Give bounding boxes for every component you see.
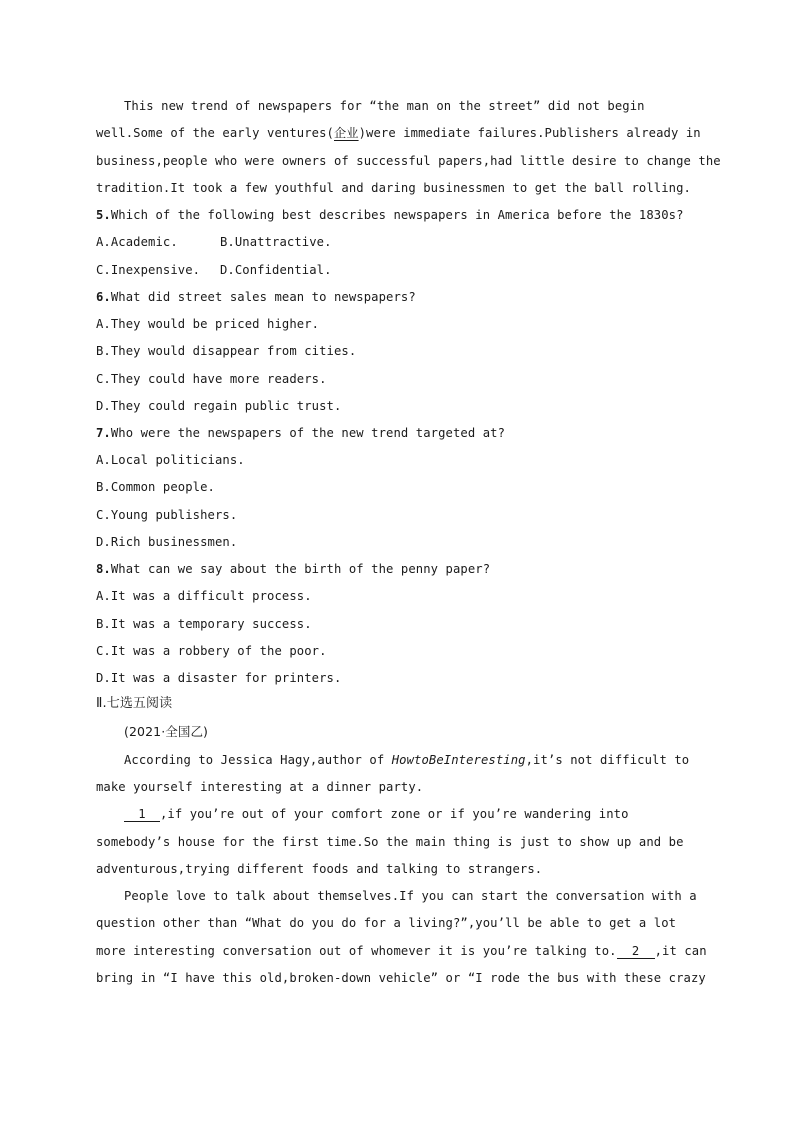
s2-p2-line-1	[124, 806, 629, 822]
passage-line-2-a: well.Some of the early ventures(	[96, 126, 334, 140]
q5-option-b: B.Unattractive.	[220, 235, 332, 249]
q6-option-d: D.They could regain public trust.	[96, 399, 342, 413]
q6-option-c: C.They could have more readers.	[96, 372, 327, 386]
question-6-text: What did street sales mean to newspapers?	[110, 290, 416, 304]
q8-option-a: A.It was a difficult process.	[96, 589, 312, 603]
question-8-stem	[96, 561, 490, 577]
q5-option-d: D.Confidential.	[220, 263, 332, 277]
s2-p1-text-a: According to Jessica Hagy,author of	[124, 753, 392, 767]
passage-line-3: business,people who were owners of successful papers,had little desire to change the	[96, 154, 721, 168]
s2-p3-line-1: People love to talk about themselves.If you can start the conversation with a	[124, 889, 697, 903]
section-heading: Ⅱ.七选五阅读	[96, 696, 173, 711]
q7-option-a: A.Local politicians.	[96, 453, 245, 467]
q7-option-c: C.Young publishers.	[96, 508, 238, 522]
s2-p1-line-1	[124, 752, 689, 768]
q8-option-d: D.It was a disaster for printers.	[96, 671, 342, 685]
book-title: HowtoBeInteresting	[391, 753, 526, 767]
passage-line-4: tradition.It took a few youthful and daring businessmen to get the ball rolling.	[96, 181, 691, 195]
blank-1[interactable]: 1	[124, 807, 160, 822]
s2-p3-line-3	[96, 943, 707, 959]
question-7-stem	[96, 425, 505, 441]
blank-2[interactable]: 2	[617, 944, 655, 959]
gloss-note: 企业	[334, 126, 359, 140]
source-note: (2021·全国乙)	[124, 724, 209, 739]
q8-option-b: B.It was a temporary success.	[96, 617, 312, 631]
question-6-stem	[96, 289, 416, 305]
question-7-text: Who were the newspapers of the new trend targeted at?	[110, 426, 506, 440]
s2-p2-line-3: adventurous,trying different foods and talking to strangers.	[96, 862, 543, 876]
passage-line-2-b: )were immediate failures.Publishers already in	[358, 126, 701, 140]
s2-p3-line-4: bring in “I have this old,broken-down vehicle” or “I rode the bus with these crazy	[96, 971, 706, 985]
s2-p3-text-d: ,it can	[654, 944, 707, 958]
question-5-text: Which of the following best describes newspapers in America before the 1830s?	[110, 208, 684, 222]
s2-p3-line-2: question other than “What do you do for a living?”,you’ll be able to get a lot	[96, 916, 677, 930]
q7-option-b: B.Common people.	[96, 480, 215, 494]
s2-p1-text-b: ,it’s not difficult to	[525, 753, 690, 767]
question-5-number: 5.	[96, 208, 111, 222]
q6-option-a: A.They would be priced higher.	[96, 317, 320, 331]
question-8-number: 8.	[96, 562, 111, 576]
passage-line-2	[96, 125, 701, 141]
q5-option-a: A.Academic.	[96, 235, 178, 249]
s2-p2-text-a: ,if you’re out of your comfort zone or if you’re wandering into	[160, 807, 629, 821]
q8-option-c: C.It was a robbery of the poor.	[96, 644, 327, 658]
q7-option-d: D.Rich businessmen.	[96, 535, 238, 549]
s2-p3-text-c: more interesting conversation out of whomever it is you’re talking to.	[96, 944, 617, 958]
question-8-text: What can we say about the birth of the penny paper?	[110, 562, 491, 576]
passage-line-1: This new trend of newspapers for “the man on the street” did not begin	[124, 99, 645, 113]
s2-p1-line-2: make yourself interesting at a dinner party.	[96, 780, 424, 794]
question-6-number: 6.	[96, 290, 111, 304]
question-5-stem	[96, 207, 684, 223]
s2-p2-line-2: somebody’s house for the first time.So the main thing is just to show up and be	[96, 835, 684, 849]
q5-option-c: C.Inexpensive.	[96, 263, 201, 277]
q6-option-b: B.They would disappear from cities.	[96, 344, 357, 358]
question-7-number: 7.	[96, 426, 111, 440]
